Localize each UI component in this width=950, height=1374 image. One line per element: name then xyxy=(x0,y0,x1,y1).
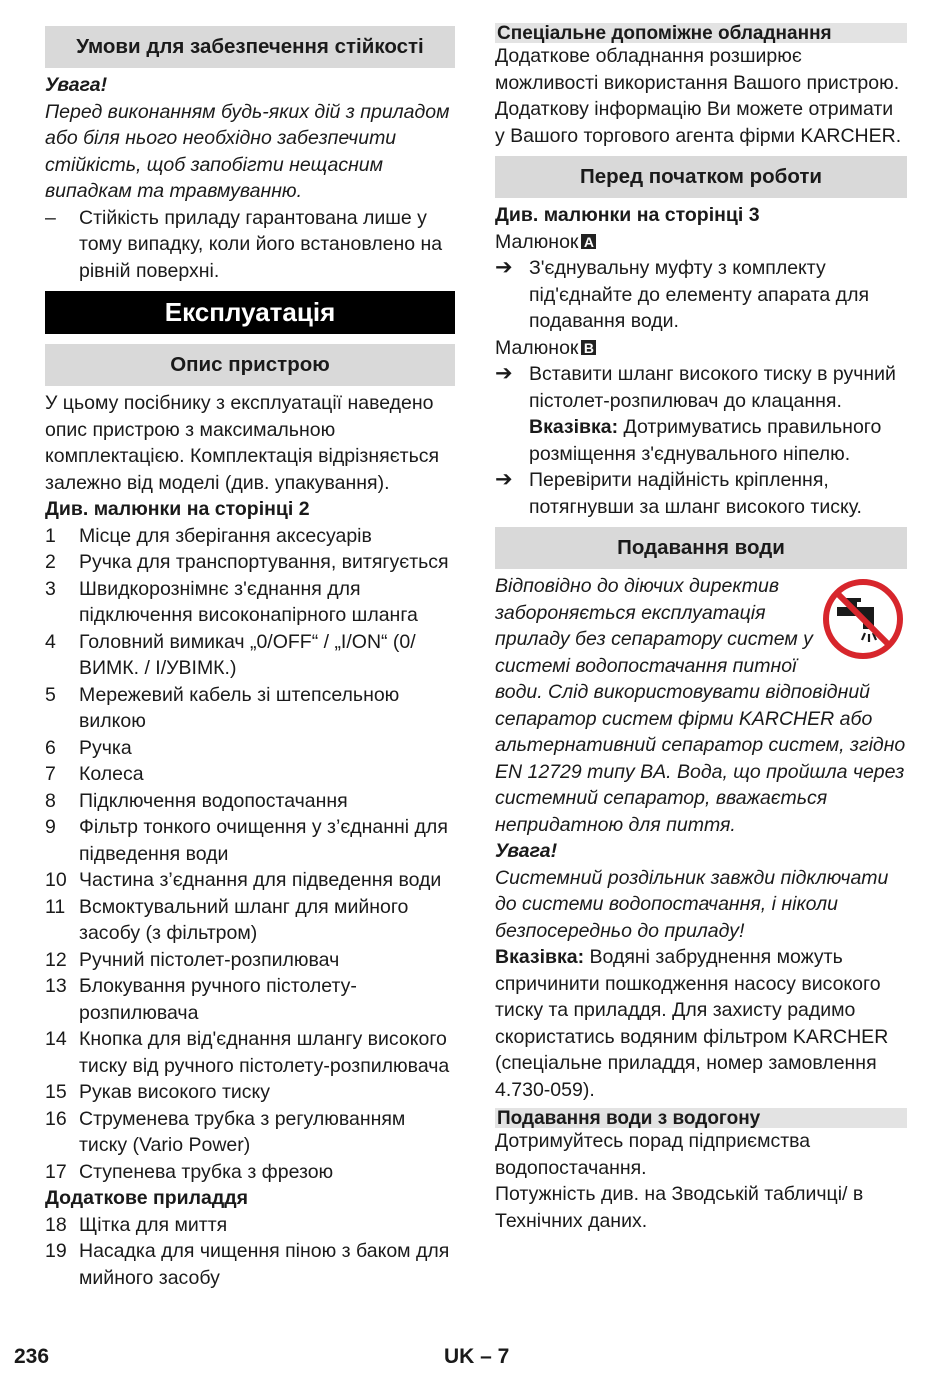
list-item-text: Ручка xyxy=(79,736,132,759)
special-equipment-text: Додаткове обладнання розширює можливості використання Вашого пристрою. Додаткову інформацію Ви можете отримати у Вашого торгового агента фірми KARCHER. xyxy=(495,45,902,147)
list-item-number: 17 xyxy=(45,1160,67,1183)
hint-text: Водяні забруднення можуть спричинити пошкодження насосу високого тиску та приладдя. Для захисту радимо скористатись водяним фільтром KARCHER (спеціальне приладдя, номер замовлення 4.730-059). xyxy=(495,946,889,1101)
list-item-text: Частина з’єднання для підведення води xyxy=(79,869,442,891)
see-figures-page-2: Див. малюнки на сторінці 2 xyxy=(45,498,310,520)
list-item-number: 7 xyxy=(45,763,56,785)
list-item-text: Швидкорознімнє з'єднання для підключення високонапірного шланга xyxy=(79,577,418,626)
mains-water-text-1: Дотримуйтесь порад підприємства водопостачання. xyxy=(495,1130,811,1179)
arrow-icon: ➔ xyxy=(495,468,513,491)
list-item xyxy=(45,549,455,576)
step-a xyxy=(495,255,907,335)
list-item xyxy=(45,867,455,894)
list-item xyxy=(45,761,455,788)
list-item-number: 18 xyxy=(45,1213,67,1236)
figure-b-label: Малюнок B xyxy=(495,335,907,362)
special-equipment-heading: Спеціальне допоміжне обладнання xyxy=(495,23,907,43)
list-item-text: Фільтр тонкого очищення у з’єднанні для підведення води xyxy=(79,816,448,865)
list-item xyxy=(45,1079,455,1106)
note-label: Вказівка: xyxy=(529,416,619,438)
list-item-number: 8 xyxy=(45,789,56,812)
dash-list-item xyxy=(45,205,455,285)
list-item-number: 5 xyxy=(45,683,56,706)
list-item-number: 4 xyxy=(45,630,56,653)
list-item-text: Мережевий кабель зі штепсельною вилкою xyxy=(79,683,400,732)
list-item xyxy=(45,629,455,682)
list-item xyxy=(45,576,455,629)
description-text: У цьому посібнику з експлуатації наведено опис пристрою з максимальною комплектацією. Комплектація відрізняється залежно від моделі (див. упакування). xyxy=(45,392,440,494)
list-item-text: Щітка для миття xyxy=(79,1213,228,1236)
description-heading: Опис пристрою xyxy=(45,344,455,386)
operation-heading: Експлуатація xyxy=(45,291,455,334)
warning-text: Перед виконанням будь-яких дій з приладом або біля нього необхідно забезпечити стійкість, щоб запобігти нещасним випадкам та травмуванню. xyxy=(45,100,450,202)
mains-water-text-2: Потужність див. на Зводській табличці/ в Технічних даних. xyxy=(495,1183,864,1232)
arrow-icon: ➔ xyxy=(495,362,513,385)
step-b1 xyxy=(495,361,907,467)
arrow-icon: ➔ xyxy=(495,256,513,279)
water-supply-directive-text: Відповідно до діючих директив забороняється експлуатація приладу без сепаратору систем у системі водопостачання питної води. Слід використовувати відповідний сепаратор систем фірми KARCHER або альтернативний сепаратор систем, згідно EN 12729 типу BA. Вода, що пройшла через системний сепаратор, вважається непридатною для пиття. xyxy=(495,575,906,836)
warning-label: Увага! xyxy=(45,74,108,96)
page-code: UK – 7 xyxy=(444,1345,510,1368)
list-item xyxy=(45,814,455,867)
step-a-text: З'єднувальну муфту з комплекту під'єднайте до елементу апарата для подавання води. xyxy=(529,257,870,332)
list-item-number: 15 xyxy=(45,1081,67,1103)
list-item xyxy=(45,973,455,1026)
list-item-text: Всмоктувальний шланг для мийного засобу (з фільтром) xyxy=(79,895,409,944)
list-item-text: Підключення водопостачання xyxy=(79,789,348,812)
see-figures-page-3: Див. малюнки на сторінці 3 xyxy=(495,204,760,226)
list-item-number: 16 xyxy=(45,1107,67,1130)
left-column xyxy=(45,0,455,1291)
accessories-heading: Додаткове приладдя xyxy=(45,1187,249,1209)
water-warning-label: Увага! xyxy=(495,840,558,862)
list-item-number: 19 xyxy=(45,1240,67,1262)
list-item-text: Блокування ручного пістолету-розпилювача xyxy=(79,975,357,1024)
list-item-number: 2 xyxy=(45,551,56,573)
list-item-number: 12 xyxy=(45,948,67,971)
list-item-number: 14 xyxy=(45,1028,67,1050)
list-item xyxy=(45,1106,455,1159)
hint-label: Вказівка: xyxy=(495,946,585,968)
parts-list xyxy=(45,523,455,1186)
list-item-number: 3 xyxy=(45,577,56,600)
list-item-number: 9 xyxy=(45,816,56,838)
step-b2 xyxy=(495,467,907,520)
list-item-number: 6 xyxy=(45,736,56,759)
right-column xyxy=(495,0,907,1234)
stability-heading: Умови для забезпечення стійкості xyxy=(45,26,455,68)
list-item xyxy=(45,947,455,974)
accessories-list xyxy=(45,1212,455,1292)
list-item-number: 1 xyxy=(45,524,56,547)
figure-letter-a: A xyxy=(581,234,596,249)
list-item xyxy=(45,682,455,735)
list-item-number: 11 xyxy=(45,895,66,918)
list-item-number: 13 xyxy=(45,975,67,997)
dash-item-text: Стійкість приладу гарантована лише у тому випадку, коли його встановлено на рівній поверхні. xyxy=(79,206,443,282)
list-item-text: Місце для зберігання аксесуарів xyxy=(79,524,372,547)
list-item-text: Насадка для чищення піною з баком для мийного засобу xyxy=(79,1240,450,1289)
list-item xyxy=(45,1159,455,1186)
dash-marker: – xyxy=(45,206,56,229)
list-item xyxy=(45,788,455,815)
list-item-text: Кнопка для від'єднання шлангу високого тиску від ручного пістолету-розпилювача xyxy=(79,1028,450,1077)
before-start-heading: Перед початком роботи xyxy=(495,156,907,198)
list-item xyxy=(45,894,455,947)
list-item-text: Ручка для транспортування, витягується xyxy=(79,551,449,573)
list-item xyxy=(45,1212,455,1239)
water-supply-notice xyxy=(495,573,907,838)
figure-letter-b: B xyxy=(581,340,596,355)
list-item-text: Струменева трубка з регулюванням тиску (Vario Power) xyxy=(79,1107,406,1156)
list-item xyxy=(45,1238,455,1291)
list-item-text: Рукав високого тиску xyxy=(79,1081,271,1103)
mains-water-heading: Подавання води з водогону xyxy=(495,1108,907,1128)
list-item-text: Ручний пістолет-розпилювач xyxy=(79,948,340,971)
list-item xyxy=(45,523,455,550)
list-item xyxy=(45,1026,455,1079)
figure-a-label: Малюнок A xyxy=(495,229,907,256)
no-drinking-water-icon xyxy=(821,577,905,661)
step-b1-text: Вставити шланг високого тиску в ручний пістолет-розпилювач до клацання. xyxy=(529,363,896,412)
water-warning-text: Системний роздільник завжди підключати до системи водопостачання, і ніколи безпосередньо до приладу! xyxy=(495,866,889,942)
list-item-text: Головний вимикач „0/OFF“ / „I/ON“ (0/ ВИМК. / I/УВІМК.) xyxy=(79,630,416,679)
water-supply-heading: Подавання води xyxy=(495,527,907,569)
water-hint xyxy=(495,944,907,1103)
list-item xyxy=(45,735,455,762)
list-item-text: Ступенева трубка з фрезою xyxy=(79,1160,334,1183)
list-item-number: 10 xyxy=(45,869,67,891)
page-number: 236 xyxy=(14,1345,50,1368)
step-b1-note: Дотримуватись правильного розміщення з'єднувального ніпелю. xyxy=(529,416,882,465)
step-b2-text: Перевірити надійність кріплення, потягнувши за шланг високого тиску. xyxy=(529,469,862,518)
list-item-text: Колеса xyxy=(79,763,144,785)
